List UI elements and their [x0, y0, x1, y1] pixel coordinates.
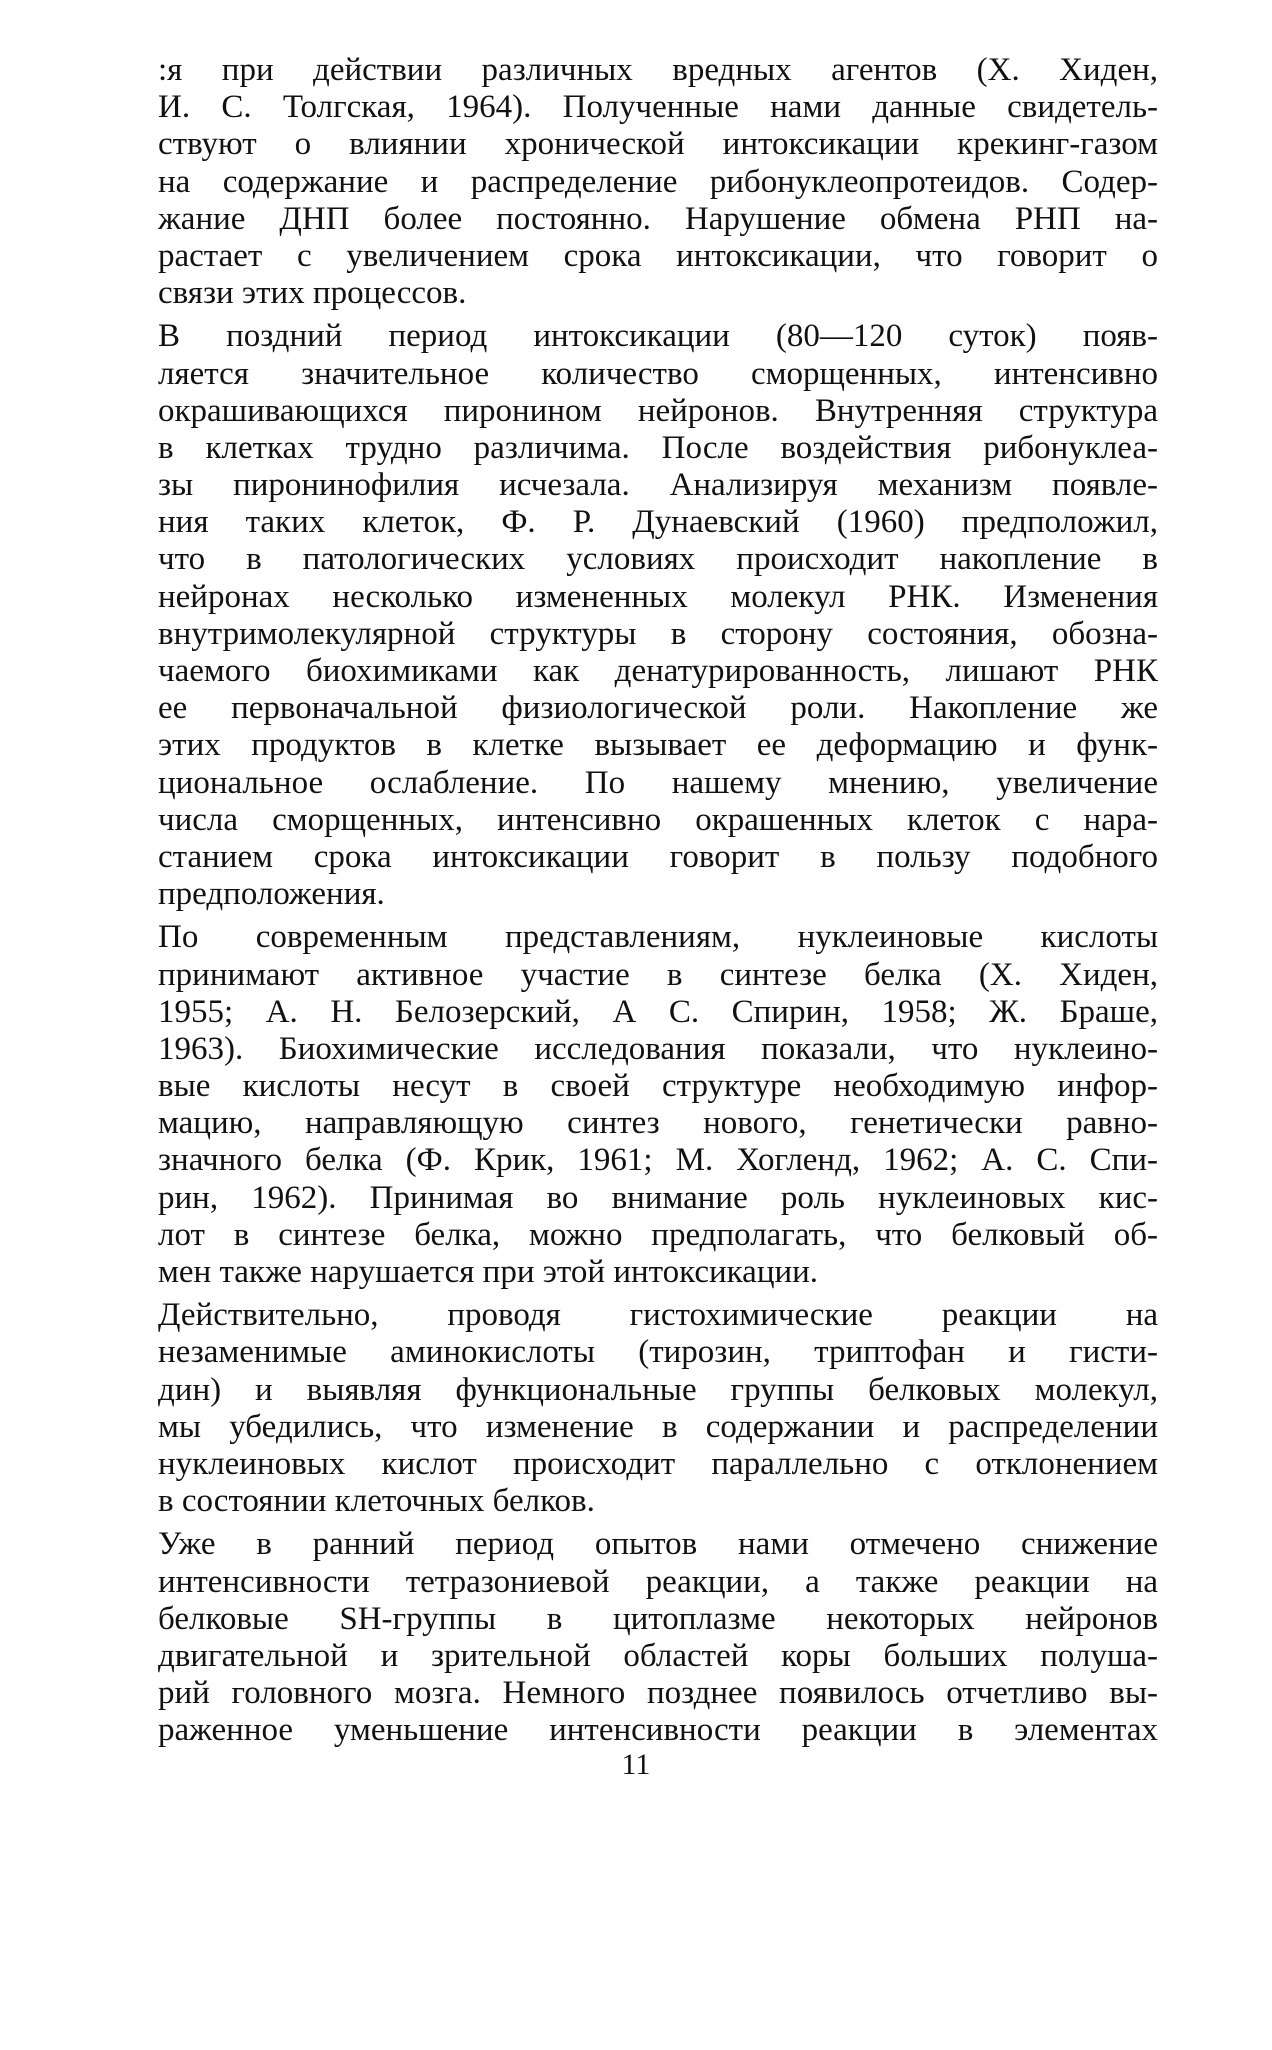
text-line: на содержание и распределение рибонуклеопротеидов. Содер-	[158, 163, 1158, 200]
text-line: Действительно, проводя гистохимические реакции на	[158, 1297, 1158, 1334]
text-line: интенсивности тетразониевой реакции, а также реакции на	[158, 1563, 1158, 1600]
text-line: дин) и выявляя функциональные группы белковых молекул,	[158, 1371, 1158, 1408]
text-line: в клетках трудно различима. После воздействия рибонуклеа-	[158, 429, 1158, 466]
text-line: предположения.	[158, 876, 385, 913]
text-line: значного белка (Ф. Крик, 1961; М. Хогленд, 1962; А. С. Спи-	[158, 1142, 1158, 1179]
text-line: ее первоначальной физиологической роли. Накопление же	[158, 690, 1158, 727]
text-line: связи этих процессов.	[158, 275, 467, 312]
text-line: вые кислоты несут в своей структуре необходимую инфор-	[158, 1068, 1158, 1105]
text-line: рий головного мозга. Немного позднее появилось отчетливо вы-	[158, 1675, 1158, 1712]
paragraph-4	[158, 1297, 1158, 1520]
text-line: зы пиронинофилия исчезала. Анализируя механизм появле-	[158, 467, 1158, 504]
text-line: окрашивающихся пиронином нейронов. Внутренняя структура	[158, 392, 1158, 429]
text-line: мы убедились, что изменение в содержании и распределении	[158, 1408, 1158, 1445]
text-line: нейронах несколько измененных молекул РНК. Изменения	[158, 578, 1158, 615]
text-line: внутримолекулярной структуры в сторону состояния, обозна-	[158, 615, 1158, 652]
text-line: ляется значительное количество сморщенных, интенсивно	[158, 355, 1158, 392]
text-line: чаемого биохимиками как денатурированность, лишают РНК	[158, 653, 1158, 689]
text-line: мен также нарушается при этой интоксикации.	[158, 1254, 819, 1290]
paragraph-2	[158, 318, 1158, 913]
paragraph-3	[158, 919, 1158, 1291]
paragraph-1	[158, 52, 1158, 312]
text-line: ния таких клеток, Ф. Р. Дунаевский (1960) предположил,	[158, 504, 1158, 541]
text-line: станием срока интоксикации говорит в пользу подобного	[158, 838, 1158, 875]
text-line: принимают активное участие в синтезе белка (Х. Хиден,	[158, 956, 1158, 993]
text-line: этих продуктов в клетке вызывает ее деформацию и функ-	[158, 727, 1158, 764]
page-body	[158, 52, 1158, 1755]
text-line: И. С. Толгская, 1964). Полученные нами данные свидетель-	[158, 89, 1158, 126]
text-line: растает с увеличением срока интоксикации, что говорит о	[158, 237, 1158, 274]
text-line: мацию, направляющую синтез нового, генетически равно-	[158, 1105, 1158, 1142]
text-line: жание ДНП более постоянно. Нарушение обмена РНП на-	[158, 200, 1158, 237]
text-line: нуклеиновых кислот происходит параллельно с отклонением	[158, 1445, 1158, 1482]
text-line: числа сморщенных, интенсивно окрашенных клеток с нара-	[158, 801, 1158, 838]
text-line: белковые SH-группы в цитоплазме некоторых нейронов	[158, 1600, 1158, 1637]
text-line: :я при действии различных вредных агентов (Х. Хиден,	[158, 52, 1158, 88]
text-line: циональное ослабление. По нашему мнению, увеличение	[158, 764, 1158, 801]
text-line: раженное уменьшение интенсивности реакции в элементах	[158, 1712, 1158, 1749]
text-line: рин, 1962). Принимая во внимание роль нуклеиновых кис-	[158, 1179, 1158, 1216]
text-line: В поздний период интоксикации (80—120 суток) появ-	[158, 318, 1158, 355]
text-line: незаменимые аминокислоты (тирозин, триптофан и гисти-	[158, 1334, 1158, 1371]
text-line: 1963). Биохимические исследования показали, что нуклеино-	[158, 1030, 1158, 1067]
text-line: По современным представлениям, нуклеиновые кислоты	[158, 919, 1158, 956]
text-line: что в патологических условиях происходит накопление в	[158, 541, 1158, 578]
text-line: лот в синтезе белка, можно предполагать, что белковый об-	[158, 1216, 1158, 1253]
page-number: 11	[621, 1748, 651, 1781]
text-line: в состоянии клеточных белков.	[158, 1483, 595, 1520]
text-line: 1955; А. Н. Белозерский, А С. Спирин, 1958; Ж. Браше,	[158, 993, 1158, 1030]
text-line: Уже в ранний период опытов нами отмечено снижение	[158, 1526, 1158, 1563]
text-line: ствуют о влиянии хронической интоксикации крекинг-газом	[158, 126, 1158, 163]
text-line: двигательной и зрительной областей коры больших полуша-	[158, 1637, 1158, 1674]
paragraph-5	[158, 1526, 1158, 1749]
